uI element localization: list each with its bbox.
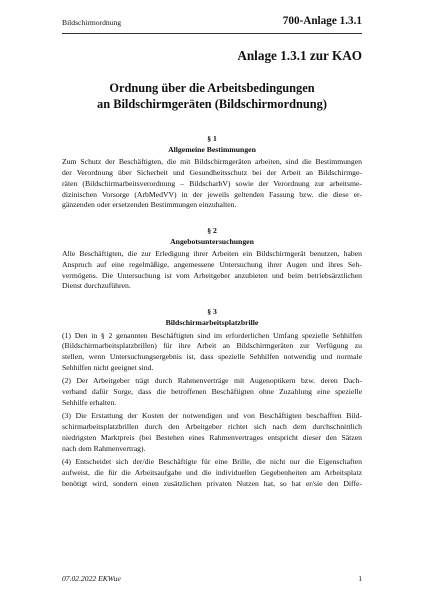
document-title: [62, 80, 362, 112]
title-line-2: an Bildschirmgeräten (Bildschirmordnung): [97, 97, 327, 111]
section-2-text: [62, 249, 362, 292]
section-3-paragraph-3: [62, 411, 362, 454]
text-line: Anspruch auf eine regelmäßige, angemessene Untersuchung ihrer Augen und ihres Seh-: [62, 260, 362, 270]
text-line: (1) Den in § 2 genannten Beschäftigten sind im erforderlichen Umfang spezielle Sehhilfen: [62, 330, 362, 340]
text-line: verband dafür Sorge, dass die betroffenen Beschäftigten ohne Zuzahlung eine spezielle: [62, 387, 362, 397]
text-line: (3) Die Erstattung der Kosten der notwendigen und von Beschäftigten beschafften Bild-: [62, 411, 362, 421]
text-line: aufweist, die für die Arbeitsaufgabe und die individuellen Gegebenheiten am Arbeitsplatz: [62, 467, 362, 477]
text-line: Dienst durchzuführen.: [62, 281, 131, 291]
annex-title: Anlage 1.3.1 zur KAO: [237, 48, 362, 63]
section-3-number: § 3: [207, 307, 217, 317]
section-3-heading: Bildschirmarbeitsplatzbrille: [165, 317, 259, 327]
section-1-number: § 1: [207, 134, 217, 143]
text-line: Alle Beschäftigten, die zur Erledigung ihrer Arbeiten ein Bildschirmgerät benutzen, haben: [62, 249, 362, 259]
document-body: [62, 134, 362, 489]
section-1-heading: Allgemeine Bestimmungen: [168, 144, 256, 154]
section-3-paragraph-2: [62, 376, 362, 408]
title-line-1: Ordnung über die Arbeitsbedingungen: [109, 81, 315, 95]
text-line: (4) Entscheidet sich der/die Beschäftigte für eine Brille, die nicht nur die Eigenschaften: [62, 457, 362, 467]
text-line: (2) Der Arbeitgeber trägt durch Rahmenverträge mit Augenoptikern bzw. deren Dach-: [62, 376, 362, 386]
text-line: (Bildschirmarbeitsplatzbrillen) für ihre Arbeit an Bildschirmgeräten zur Verfügung zu: [62, 341, 362, 351]
text-line: nach dem Rahmenvertrag).: [62, 443, 146, 453]
header-left: Bildschirmordnung: [62, 18, 122, 27]
text-line: gänzenden oder ersetzenden Bestimmungen einzuhalten.: [62, 200, 237, 210]
running-header: [62, 17, 362, 31]
text-line: niedrigsten Marktpreis (bei Bestehen eines Rahmenvertrages entspricht dieser den Sätzen: [62, 432, 362, 442]
text-line: benötigt wird, sondern einen zusätzlichen privaten Nutzen hat, so hat er/sie den Diffe-: [62, 478, 362, 488]
section-2-number: § 2: [207, 225, 217, 235]
text-line: vermögens. Die Untersuchung ist vom Arbeitgeber anzubieten und beim betriebsärztlichen: [62, 270, 362, 280]
text-line: Sehhilfe erhalten.: [62, 397, 117, 407]
section-3-paragraph-4: [62, 457, 362, 489]
footer-date: 07.02.2022 EKWue: [62, 574, 121, 583]
section-2-heading: Angebotsuntersuchungen: [170, 236, 254, 246]
text-line: stellen, wenn Untersuchungsergebnis ist, dass spezielle Sehhilfen notwendig und normale: [62, 351, 362, 361]
text-line: Zum Schutz der Beschäftigten, die mit Bildschirmgeräten arbeiten, sind die Bestimmungen: [62, 157, 362, 167]
text-line: Sehhilfen nicht geeignet sind.: [62, 362, 154, 372]
text-line: räten (Bildschirmarbeitsverordnung – BildscharbV) sowie der Verordnung zur arbeitsme-: [62, 178, 362, 188]
page-number: 1: [358, 574, 362, 583]
header-right: 700-Anlage 1.3.1: [282, 15, 362, 27]
text-line: schirmarbeitsplatzbrillen durch den Arbeitgeber richtet sich nach dem durchschnittlich: [62, 422, 362, 432]
text-line: der Verordnung über Sicherheit und Gesundheitsschutz bei der Arbeit an Bildschirmge-: [62, 168, 362, 178]
section-3-paragraph-1: [62, 331, 362, 374]
text-line: dizinischen Vorsorge (ArbMedVV) in der jeweils geltenden Fassung bzw. die diese er-: [62, 189, 362, 199]
header-rule: [62, 33, 362, 34]
section-1-text: [62, 157, 362, 211]
